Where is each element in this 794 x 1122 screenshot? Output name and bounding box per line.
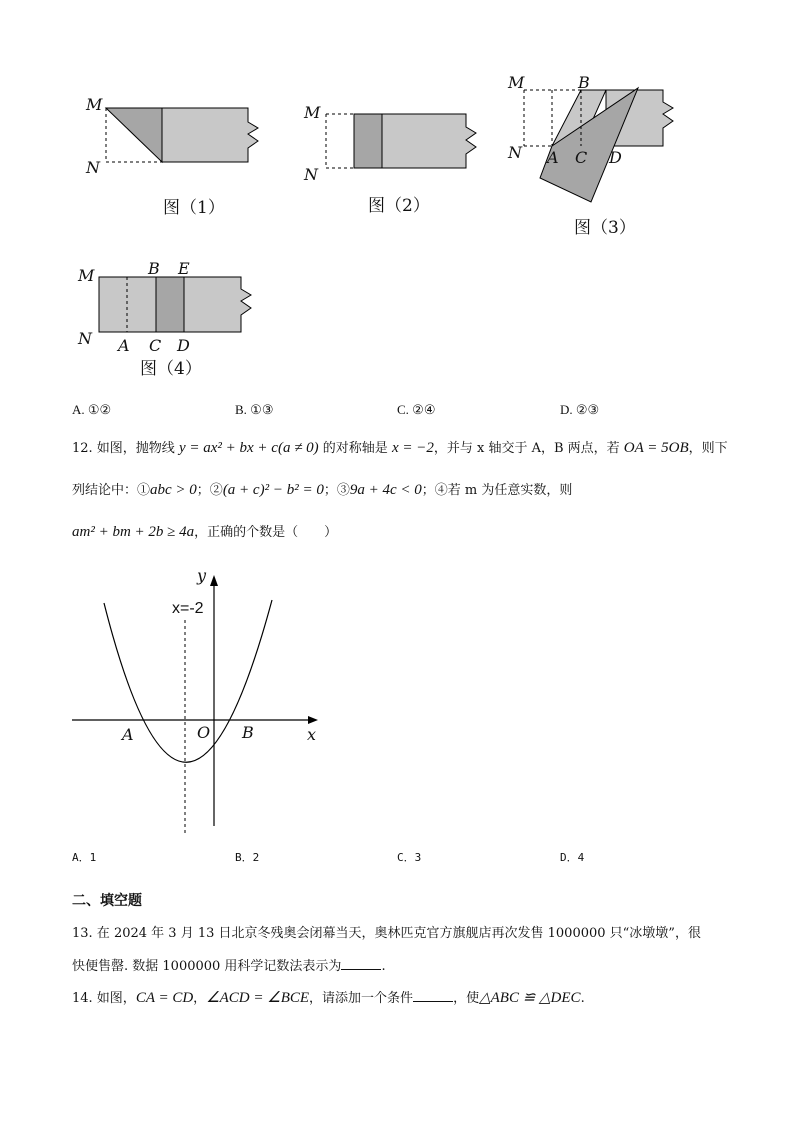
q14-text-end: . [580,991,585,1006]
q14-text: ， [193,991,207,1006]
fig3-point-a: A [547,148,559,167]
fig4-caption: 图（4） [140,359,202,379]
graph-point-a: A [122,725,134,744]
q14-given-1: CA = CD [135,990,194,1006]
fig4-point-c: C [149,336,162,355]
fig2-point-m: M [304,103,321,122]
fig3-caption: 图（3） [574,218,636,238]
q12-text: 12. 如图，抛物线 [72,441,179,456]
graph-y-label: y [197,566,207,585]
q12-text: ，正确的个数是（ ） [194,525,338,540]
fig4-point-m: M [78,266,95,285]
q12-text: ；② [196,483,223,498]
q12-statement-4: am² + bm + 2b ≥ 4a [72,524,195,540]
graph-origin-label: O [197,723,211,742]
fig1-point-n: N [86,158,100,177]
q12-option-c[interactable]: C．3 [397,851,422,864]
fig3-point-b: B [578,73,590,92]
q12-text: ；③ [323,483,350,498]
q12-option-d[interactable]: D．4 [560,851,585,864]
q11-option-d[interactable]: D. ②③ [560,402,600,417]
fig3-point-n: N [508,143,522,162]
section-title: 二、填空题 [72,893,142,909]
q12-equation: y = ax² + bx + c(a ≠ 0) [178,440,319,456]
symmetry-axis-label: x=-2 [172,600,204,617]
q14-congruence: △ABC ≌ △DEC [479,990,581,1006]
graph-point-b: B [242,723,254,742]
fig4-point-e: E [178,259,190,278]
q12-text: ，并与 x 轴交于 A，B 两点，若 [433,441,624,456]
q14-text: ，请添加一个条件 [309,991,414,1006]
fig3-point-m: M [508,73,525,92]
q13-line-1: 13. 在 2024 年 3 月 13 日北京冬残奥会闭幕当天，奥林匹克官方旗舰店再次发售 1000000 只“冰墩墩”，很 [72,926,701,941]
fig3-point-c: C [575,148,588,167]
q11-option-b[interactable]: B. ①③ [235,402,274,417]
q14-text: 14. 如图， [72,991,136,1006]
q12-text: 的对称轴是 [318,441,392,456]
q13-answer-blank[interactable] [341,959,381,970]
graph-x-label: x [307,725,317,744]
q14-line [72,987,585,1007]
x-axis-arrow-icon [308,716,318,724]
q12-text: ，则下 [688,441,728,456]
y-axis-arrow-icon [210,575,218,586]
q14-text: ，使 [453,991,480,1006]
q12-axis-equation: x = −2 [391,440,434,456]
fig4-point-n: N [78,329,92,348]
q12-option-a[interactable]: A．1 [72,851,97,864]
fig4-point-d: D [177,336,190,355]
q12-text: 列结论中：① [72,483,151,498]
q12-text: ；④若 m 为任意实数，则 [421,483,573,498]
fig1-point-m: M [86,95,103,114]
q13-line-2 [72,955,386,974]
q12-option-b[interactable]: B．2 [235,851,260,864]
fig4-point-a: A [118,336,130,355]
q14-answer-blank[interactable] [413,991,453,1002]
q13-text-end: . [381,959,386,974]
fig1-caption: 图（1） [163,198,225,218]
fig2-caption: 图（2） [368,196,430,216]
q12-condition: OA = 5OB [623,440,689,456]
q11-option-c[interactable]: C. ②④ [397,402,436,417]
q12-statement-1: abc > 0 [150,482,197,498]
fig2-point-n: N [304,165,318,184]
q12-statement-2: (a + c)² − b² = 0 [222,482,324,498]
q12-statement-3: 9a + 4c < 0 [349,482,422,498]
fig4-point-b: B [148,259,160,278]
q13-text: 快便售罄. 数据 1000000 用科学记数法表示为 [72,959,342,974]
fig3-point-d: D [609,148,622,167]
q11-option-a[interactable]: A. ①② [72,402,112,417]
q14-given-2: ∠ACD = ∠BCE [206,990,310,1006]
